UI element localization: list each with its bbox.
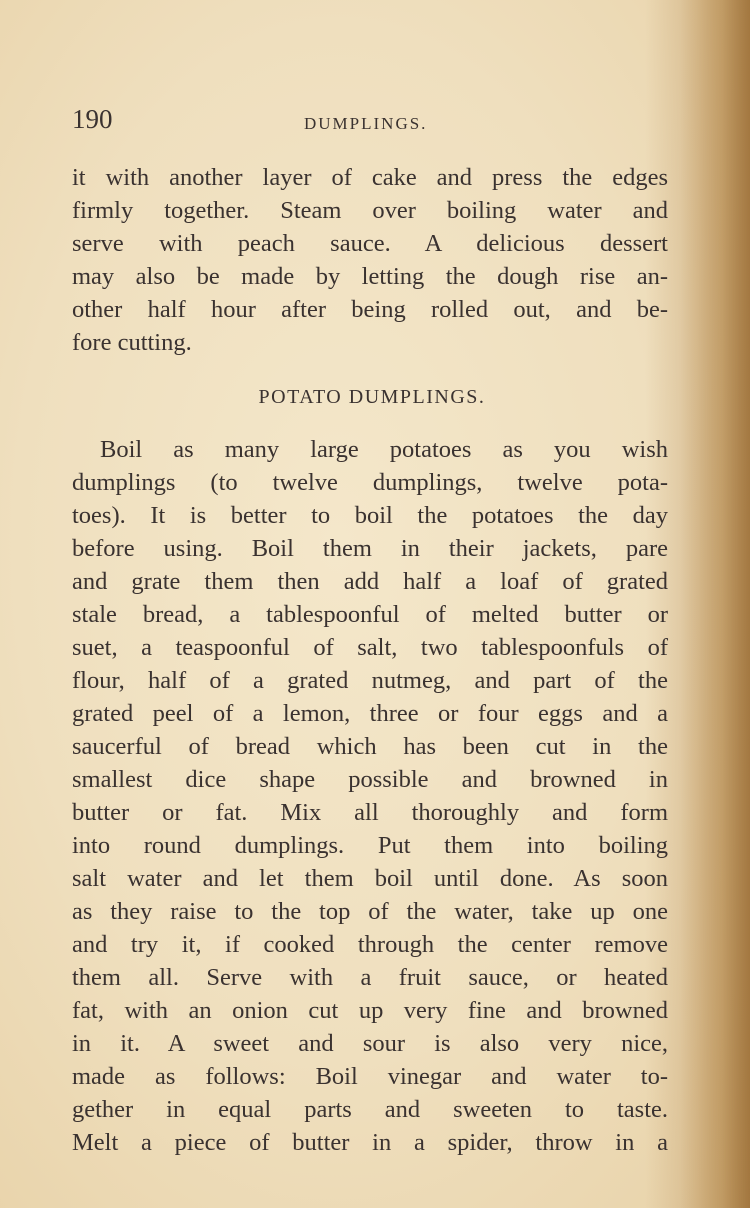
text-line: them all. Serve with a fruit sauce, or heated: [72, 964, 668, 991]
text-line: suet, a teaspoonful of salt, two tablespoonfuls of: [72, 634, 668, 661]
text-line: Boil as many large potatoes as you wish: [100, 436, 668, 463]
text-line: serve with peach sauce. A delicious dessert: [72, 230, 668, 257]
page-number: 190: [72, 104, 113, 134]
text-line: smallest dice shape possible and browned in: [72, 766, 668, 793]
text-line: other half hour after being rolled out, and be-: [72, 296, 668, 323]
text-line: fore cutting.: [72, 329, 192, 356]
page-header: [72, 104, 672, 140]
text-line: dumplings (to twelve dumplings, twelve pota-: [72, 469, 668, 496]
text-line: made as follows: Boil vinegar and water to-: [72, 1063, 668, 1090]
text-line: saucerful of bread which has been cut in the: [72, 733, 668, 760]
text-line: salt water and let them boil until done. As soon: [72, 865, 668, 892]
recipe-paragraph: [72, 433, 668, 1159]
text-line: grated peel of a lemon, three or four eggs and a: [72, 700, 668, 727]
text-line: may also be made by letting the dough rise an-: [72, 263, 668, 290]
text-line: fat, with an onion cut up very fine and browned: [72, 997, 668, 1024]
text-line: and grate them then add half a loaf of grated: [72, 568, 668, 595]
text-line: and try it, if cooked through the center remove: [72, 931, 668, 958]
text-line: into round dumplings. Put them into boiling: [72, 832, 668, 859]
page-edge-shadow: [680, 0, 750, 1208]
text-line: stale bread, a tablespoonful of melted butter or: [72, 601, 668, 628]
text-line: gether in equal parts and sweeten to taste.: [72, 1096, 668, 1123]
text-line: in it. A sweet and sour is also very nice,: [72, 1030, 668, 1057]
text-line: butter or fat. Mix all thoroughly and form: [72, 799, 668, 826]
text-line: as they raise to the top of the water, take up one: [72, 898, 668, 925]
running-head: DUMPLINGS.: [304, 114, 428, 133]
text-line: it with another layer of cake and press the edges: [72, 164, 668, 191]
text-line: firmly together. Steam over boiling water and: [72, 197, 668, 224]
text-line: before using. Boil them in their jackets, pare: [72, 535, 668, 562]
text-line: Melt a piece of butter in a spider, throw in a: [72, 1129, 668, 1156]
text-line: toes). It is better to boil the potatoes the day: [72, 502, 668, 529]
continuation-paragraph: [72, 161, 668, 359]
text-line: flour, half of a grated nutmeg, and part of the: [72, 667, 668, 694]
section-heading: POTATO DUMPLINGS.: [258, 386, 486, 408]
